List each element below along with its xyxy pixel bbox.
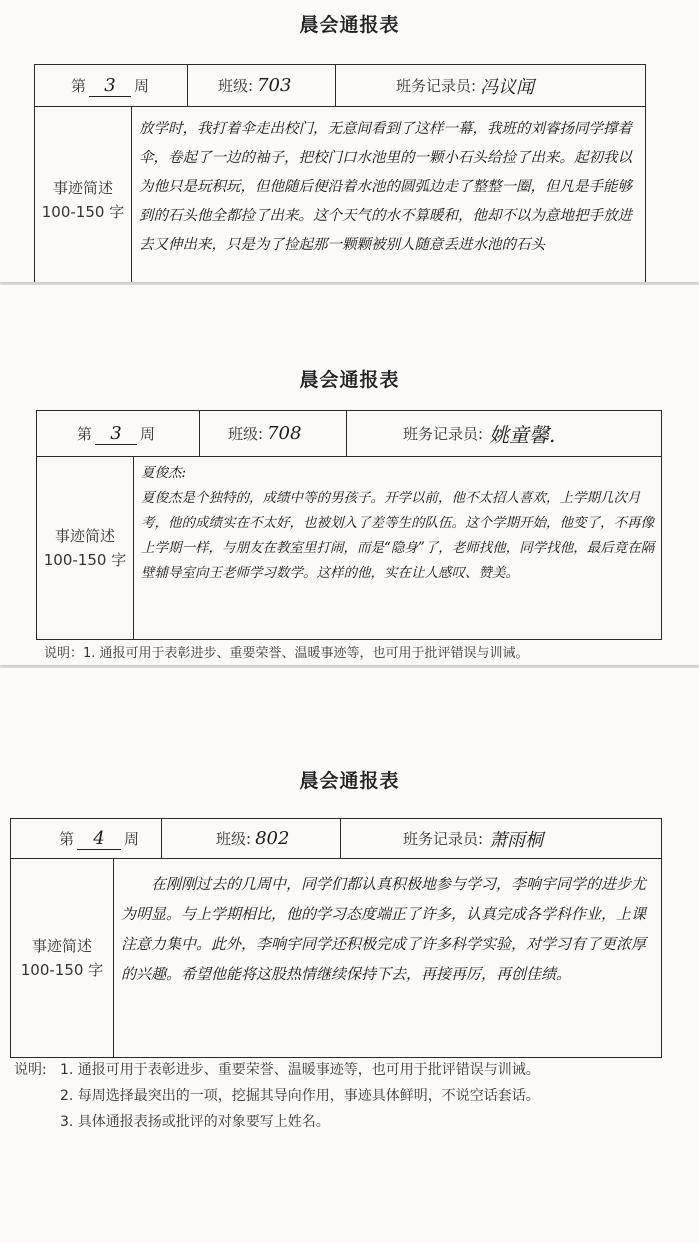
body-text: 放学时，我打着伞走出校门，无意间看到了这样一幕，我班的刘睿扬同学撑着伞，卷起了一边的袖子，把校门口水池里的一颗小石头给捡了出来。起初我以为他只是玩积玩，但他随后便沿着水池的圆弧边走了整整一圈，但凡是手能够到的石头他全都捡了出来。这个天气的水不算暖和，他却不以为意地把手放进去又伸出来，只是为了捡起那一颗颗被别人随意丢进水池的石头: [139, 121, 632, 253]
header-row: [11, 819, 661, 859]
body-label-limit: 100-150 字: [20, 961, 104, 979]
class-label: 班级:: [218, 77, 254, 95]
class-cell: [188, 65, 336, 106]
recorder-label: 班务记录员:: [403, 830, 484, 848]
body-label-title: 事迹简述: [52, 179, 113, 197]
recorder-cell: [341, 819, 661, 858]
week-value: 3: [89, 75, 131, 97]
report-table: [10, 818, 662, 1058]
recorder-cell: [336, 65, 645, 106]
week-value: 3: [95, 423, 137, 445]
body-text: 夏俊杰: 夏俊杰是个独特的，成绩中等的男孩子。开学以前，他不太招人喜欢，上学期几次月考，他的成绩实在不太好，也被划入了差等生的队伍。这个学期开始，他变了，不再像上学期一样，与朋友在教室里打闹，而是“隐身”了，老师找他，同学找他，最后竟在隔壁辅导室向王老师学习数学。这样的他，实在让人感叹、赞美。: [141, 465, 655, 581]
class-cell: [162, 819, 341, 858]
note-text: 1. 通报可用于表彰进步、重要荣誉、温暖事迹等，也可用于批评错误与训诫。: [60, 1062, 540, 1078]
sheet-title: 晨会通报表: [299, 14, 400, 36]
week-suffix: 周: [124, 830, 140, 848]
body-text: 在刚刚过去的几周中，同学们都认真积极地参与学习，李响宇同学的进步尤为明显。与上学期相比，他的学习态度端正了许多，认真完成各学科作业，上课注意力集中。此外，李响宇同学还积极完成了许多科学实验，对学习有了更浓厚的兴趣。希望他能将这股热情继续保持下去，再接再厉，再创佳绩。: [121, 875, 647, 983]
week-prefix: 第: [59, 830, 75, 848]
week-cell: [35, 65, 188, 106]
class-cell: [200, 411, 347, 456]
body-label-limit: 100-150 字: [43, 551, 127, 569]
sheet-title: 晨会通报表: [299, 770, 400, 792]
recorder-value: 姚童馨.: [489, 423, 556, 447]
week-prefix: 第: [77, 425, 93, 443]
body-label-cell: [11, 859, 114, 1057]
sheet-title: 晨会通报表: [299, 369, 400, 391]
note-text: 3. 具体通报表扬或批评的对象要写上姓名。: [60, 1114, 330, 1130]
week-suffix: 周: [134, 77, 150, 95]
body-label-cell: [37, 457, 134, 639]
week-prefix: 第: [71, 77, 87, 95]
notes: [14, 1057, 540, 1135]
header-row: [35, 65, 645, 107]
class-label: 班级:: [216, 830, 252, 848]
note-line-3: [14, 1109, 540, 1135]
report-table: [34, 64, 646, 282]
report-sheet-2: [0, 285, 699, 665]
class-label: 班级:: [228, 425, 264, 443]
class-value: 802: [255, 828, 290, 849]
recorder-label: 班务记录员:: [403, 425, 484, 443]
week-cell: [37, 411, 200, 456]
body-label-cell: [35, 107, 132, 282]
note-line-2: [14, 1083, 540, 1109]
recorder-label: 班务记录员:: [396, 77, 477, 95]
class-value: 708: [267, 423, 302, 444]
class-value: 703: [257, 75, 292, 96]
recorder-cell: [347, 411, 661, 456]
report-table: [36, 410, 662, 640]
note-text: 2. 每周选择最突出的一项，挖掘其导向作用，事迹具体鲜明，不说空话套话。: [60, 1088, 540, 1104]
body-label-title: 事迹简述: [54, 527, 115, 545]
recorder-value: 冯议闻: [480, 76, 535, 98]
header-row: [37, 411, 661, 457]
body-label-limit: 100-150 字: [41, 203, 125, 221]
recorder-value: 萧雨桐: [489, 829, 544, 851]
notes-partial: 说明：1. 通报可用于表彰进步、重要荣誉、温暖事迹等，也可用于批评错误与训诫。: [44, 646, 529, 661]
note-line-1: [14, 1057, 540, 1083]
report-sheet-1: [0, 0, 699, 282]
week-cell: [11, 819, 162, 858]
week-value: 4: [77, 828, 121, 850]
notes-label: 说明:: [14, 1062, 47, 1078]
body-label-title: 事迹简述: [31, 937, 92, 955]
report-sheet-3: [0, 668, 699, 1243]
week-suffix: 周: [140, 425, 156, 443]
